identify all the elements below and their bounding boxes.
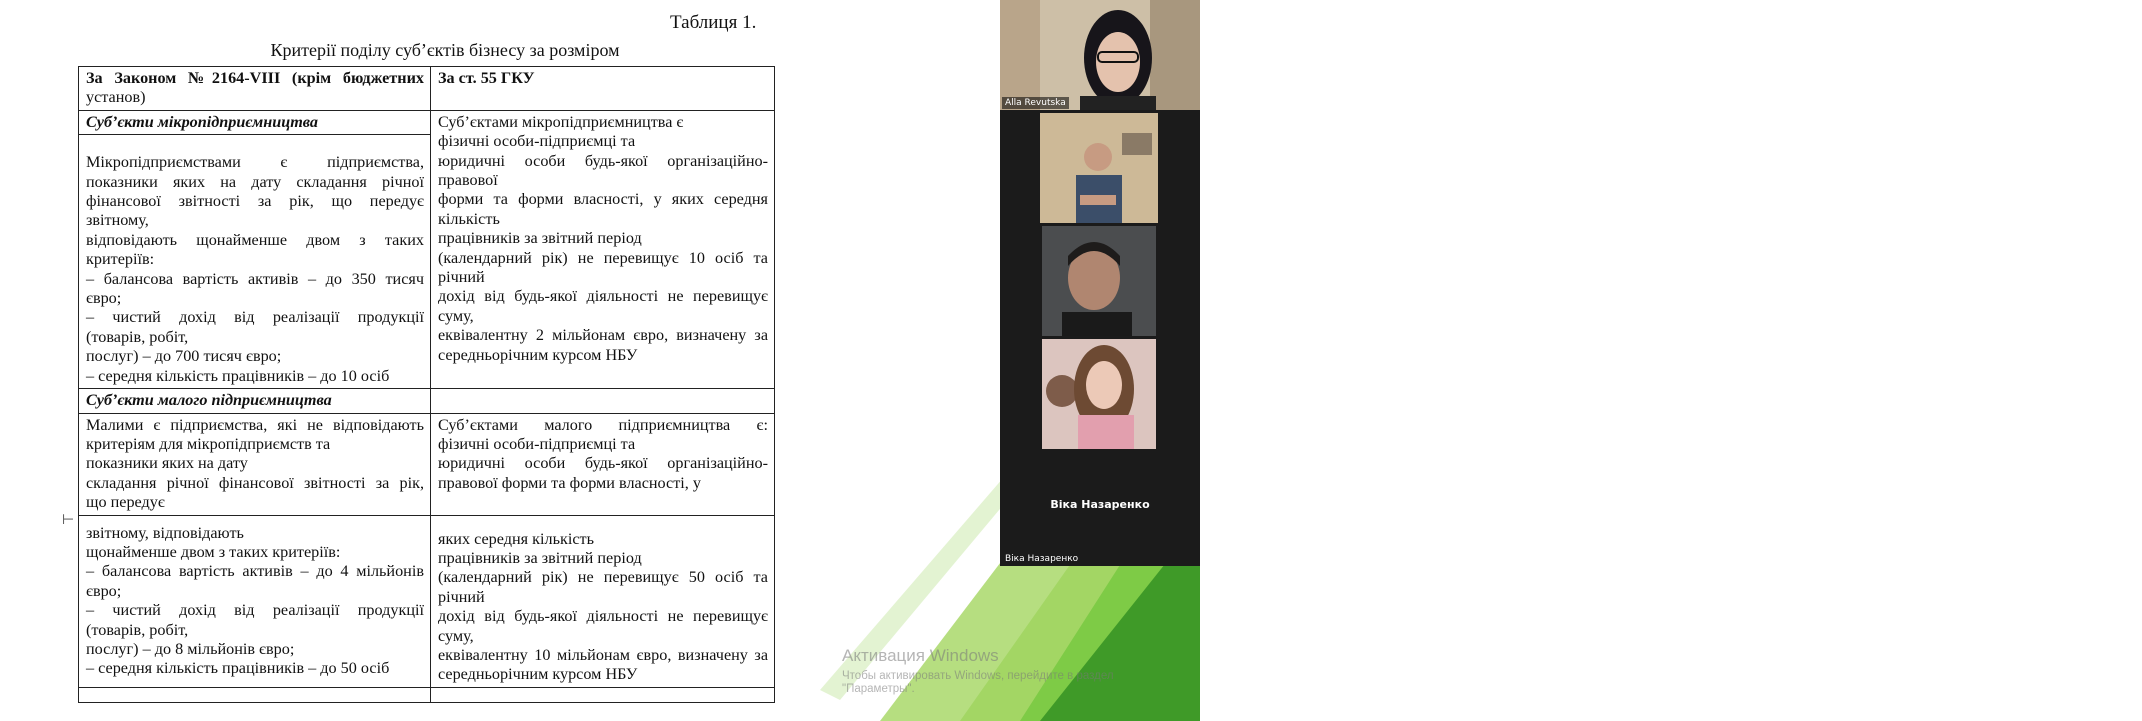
small-law-line: (товарів, робіт, bbox=[86, 620, 189, 639]
trailing-cell bbox=[431, 687, 775, 702]
small-law-cell-b bbox=[79, 515, 431, 687]
micro-law-line: фінансової звітності за рік, що передує bbox=[86, 192, 424, 211]
micro-gku-line: дохід від будь-якої діяльності не перевищує bbox=[438, 287, 768, 306]
participant-silhouette-icon bbox=[1042, 226, 1156, 336]
header-gku-55: За ст. 55 ГКУ bbox=[431, 67, 775, 111]
section-small-row bbox=[79, 389, 775, 413]
small-law-line: звітному, відповідають bbox=[86, 523, 244, 542]
small-law-line: складання річної фінансової звітності за рік, bbox=[86, 473, 424, 492]
windows-activation-watermark bbox=[842, 646, 1114, 695]
header-law-2164 bbox=[79, 67, 431, 111]
micro-law-line: послуг) – до 700 тисяч євро; bbox=[86, 347, 282, 366]
micro-gku-line: еквівалентну 2 мільйонам євро, визначену за bbox=[438, 326, 768, 345]
micro-gku-line: (календарний рік) не перевищує 10 осіб та bbox=[438, 248, 768, 267]
micro-law-line: (товарів, робіт, bbox=[86, 327, 189, 346]
participant-silhouette-icon bbox=[1042, 339, 1156, 449]
small-law-line: – чистий дохід від реалізації продукції bbox=[86, 601, 424, 620]
participant-name-center: Віка Назаренко bbox=[1050, 498, 1150, 511]
micro-gku-line: суму, bbox=[438, 306, 474, 325]
small-content-row-b bbox=[79, 515, 775, 687]
micro-law-line: – чистий дохід від реалізації продукції bbox=[86, 308, 424, 327]
small-gku-line: еквівалентну 10 мільйонам євро, визначену за bbox=[438, 645, 768, 664]
small-gku-line: (календарний рік) не перевищує 50 осіб та bbox=[438, 568, 768, 587]
participant-name: Олександр Батій bbox=[2003, 211, 2084, 221]
activation-text: Чтобы активировать Windows, перейдите в раздел bbox=[842, 670, 1114, 682]
header-law-line-2: установ) bbox=[86, 88, 146, 107]
small-gku-line: середньорічним курсом НБУ bbox=[438, 665, 638, 684]
micro-gku-line: річний bbox=[438, 268, 485, 287]
micro-law-line: – балансова вартість активів – до 350 тисяч bbox=[86, 269, 424, 288]
micro-law-line: показники яких на дату складання річної bbox=[86, 172, 424, 191]
small-law-line: – балансова вартість активів – до 4 мільйонів bbox=[86, 562, 424, 581]
small-gku-cell-b bbox=[431, 515, 775, 687]
small-law-line: Малими є підприємства, які не відповідають bbox=[86, 415, 424, 434]
participant-silhouette-icon bbox=[1000, 0, 1200, 110]
participant-video-tile[interactable] bbox=[1040, 113, 1158, 223]
micro-law-line: відповідають щонайменше двом з таких bbox=[86, 230, 424, 249]
small-law-cell-a bbox=[79, 413, 431, 515]
micro-gku-line: працівників за звітний період bbox=[438, 229, 642, 248]
participant-video-tile[interactable] bbox=[1042, 339, 1156, 449]
micro-gku-cell bbox=[431, 110, 775, 388]
small-law-line: що передує bbox=[86, 493, 165, 512]
micro-gku-line: середньорічним курсом НБУ bbox=[438, 345, 638, 364]
small-gku-line: яких середня кількість bbox=[438, 529, 594, 548]
criteria-table bbox=[78, 66, 775, 703]
table-header-row bbox=[79, 67, 775, 111]
shared-document bbox=[0, 0, 800, 721]
activation-text-2: "Параметры". bbox=[842, 683, 915, 695]
video-participants-panel bbox=[1000, 0, 2142, 566]
section-small-empty bbox=[431, 389, 775, 413]
participant-name: Богдан Мазур bbox=[2003, 325, 2069, 335]
table-caption: Таблиця 1. bbox=[670, 12, 757, 33]
small-law-line: – середня кількість працівників – до 50 осіб bbox=[86, 659, 390, 678]
small-gku-line: юридичні особи будь-якої організаційно- bbox=[438, 454, 768, 473]
small-law-line: євро; bbox=[86, 581, 122, 600]
micro-gku-line: юридичні особи будь-якої організаційно- bbox=[438, 151, 768, 170]
participant-name: Віка Назаренко bbox=[1005, 554, 1079, 564]
activation-title: Активация Windows bbox=[842, 646, 999, 665]
small-content-row-a bbox=[79, 413, 775, 515]
small-gku-cell-a bbox=[431, 413, 775, 515]
micro-gku-line: форми та форми власності, у яких середня bbox=[438, 190, 768, 209]
micro-gku-line: Суб’єктами мікропідприємництва є bbox=[438, 112, 684, 131]
small-gku-line: Суб’єктами малого підприємництва є: bbox=[438, 415, 768, 434]
participant-name: Прилуцька Оксана Віталіївна bbox=[2003, 438, 2142, 448]
table-title: Критерії поділу суб’єктів бізнесу за розміром bbox=[270, 40, 620, 60]
trailing-cell bbox=[79, 687, 431, 702]
micro-law-line: Мікропідприємствами є підприємства, bbox=[86, 153, 424, 172]
micro-gku-line: правової bbox=[438, 171, 498, 190]
section-micro-row bbox=[79, 110, 775, 134]
participant-silhouette-icon bbox=[1040, 113, 1158, 223]
table-trailing-row bbox=[79, 687, 775, 702]
small-gku-line: фізичні особи-підприємці та bbox=[438, 434, 636, 453]
micro-gku-line: кількість bbox=[438, 209, 500, 228]
micro-gku-line: фізичні особи-підприємці та bbox=[438, 132, 636, 151]
small-gku-line: суму, bbox=[438, 626, 474, 645]
small-gku-line: правової форми та форми власності, у bbox=[438, 473, 701, 492]
micro-law-line: звітному, bbox=[86, 211, 149, 230]
micro-law-line: – середня кількість працівників – до 10 осіб bbox=[86, 366, 390, 385]
small-law-line: щонайменше двом з таких критеріїв: bbox=[86, 542, 341, 561]
small-law-line: показники яких на дату bbox=[86, 454, 248, 473]
participant-video-tile[interactable] bbox=[1000, 452, 1200, 566]
small-law-line: послуг) – до 8 мільйонів євро; bbox=[86, 639, 295, 658]
small-gku-line: річний bbox=[438, 587, 485, 606]
header-law-line-1: За Законом №2164-VIII (крім бюджетних bbox=[86, 69, 424, 87]
micro-law-cell bbox=[79, 135, 431, 389]
small-gku-line: працівників за звітний період bbox=[438, 548, 642, 567]
micro-law-line: євро; bbox=[86, 289, 122, 308]
small-law-line: критеріям для мікропідприємств та bbox=[86, 434, 331, 453]
table-move-handle-icon[interactable]: ⊢ bbox=[62, 512, 75, 528]
participant-video-tile[interactable] bbox=[1000, 0, 1200, 110]
section-micro-title: Суб’єкти мікропідприємництва bbox=[79, 110, 431, 134]
section-small-title: Суб’єкти малого підприємництва bbox=[79, 389, 431, 413]
small-gku-line: дохід від будь-якої діяльності не перевищує bbox=[438, 607, 768, 626]
participant-video-tile[interactable] bbox=[1042, 226, 1156, 336]
micro-law-line: критеріїв: bbox=[86, 250, 155, 269]
participant-name: Alla Revutska bbox=[1002, 97, 1069, 109]
